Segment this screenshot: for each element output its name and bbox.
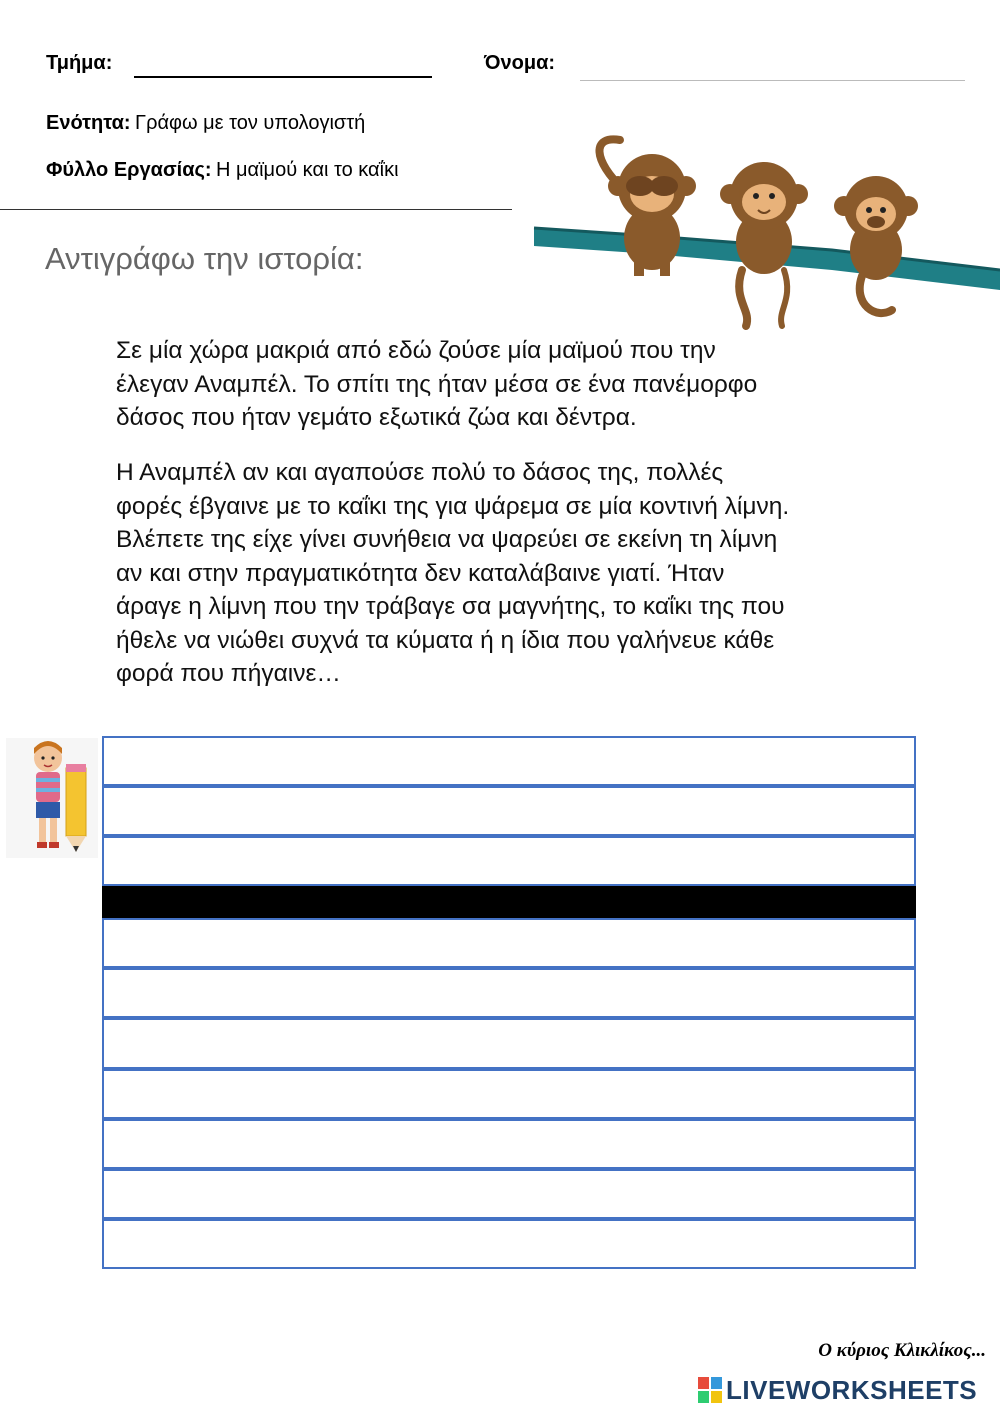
liveworksheets-brand[interactable] xyxy=(698,1376,977,1404)
story-line: άραγε η λίμνη που την τράβαγε σα μαγνήτης, το καΐκι της που xyxy=(116,593,785,620)
name-input-line[interactable] xyxy=(580,80,965,81)
writing-line[interactable] xyxy=(102,918,916,968)
sheet-row xyxy=(46,159,399,182)
unit-value: Γράφω με τον υπολογιστή xyxy=(135,112,366,134)
writing-area xyxy=(102,736,916,1269)
writing-line[interactable] xyxy=(102,1018,916,1069)
boy-with-pencil-illustration xyxy=(6,738,98,858)
sheet-label: Φύλλο Εργασίας: xyxy=(46,159,212,181)
story-line: ήθελε να νιώθει συχνά τα κύματα ή η ίδια που γαλήνευε κάθε xyxy=(116,626,775,654)
header-divider xyxy=(0,209,512,210)
story-line: φορά που πήγαινε… xyxy=(116,660,341,687)
sheet-value: Η μαϊμού και το καΐκι xyxy=(216,159,399,181)
unit-row xyxy=(46,112,365,135)
story-heading: Αντιγράφω την ιστορία: xyxy=(45,241,364,276)
story-line: Η Αναμπέλ αν και αγαπούσε πολύ το δάσος της, πολλές xyxy=(116,459,724,486)
class-input-line[interactable] xyxy=(134,76,432,78)
liveworksheets-logo-icon xyxy=(698,1377,722,1403)
writing-line[interactable] xyxy=(102,968,916,1018)
author-signature: Ο κύριος Κλικλίκος... xyxy=(818,1340,986,1361)
story-line: αν και στην πραγματικότητα δεν καταλάβαινε γιατί. Ήταν xyxy=(116,559,725,587)
brand-text: LIVEWORKSHEETS xyxy=(726,1374,978,1405)
unit-label: Ενότητα: xyxy=(46,112,131,134)
story-paragraph-1 xyxy=(116,334,916,435)
story-line: Βλέπετε της είχε γίνει συνήθεια να ψαρεύει σε εκείνη τη λίμνη xyxy=(116,526,778,553)
story-line: φορές έβγαινε με το καΐκι της για ψάρεμα σε μία κοντινή λίμνη. xyxy=(116,492,790,520)
writing-line[interactable] xyxy=(102,736,916,786)
story-paragraph-2 xyxy=(116,456,916,691)
story-line: Σε μία χώρα μακριά από εδώ ζούσε μία μαϊμού που την xyxy=(116,337,716,364)
story-line: δάσος που ήταν γεμάτο εξωτικά ζώα και δέντρα. xyxy=(116,404,637,431)
writing-line[interactable] xyxy=(102,1119,916,1169)
name-label: Όνομα: xyxy=(484,52,556,74)
writing-line[interactable] xyxy=(102,786,916,836)
writing-line[interactable] xyxy=(102,1169,916,1219)
writing-line[interactable] xyxy=(102,1069,916,1119)
writing-line[interactable] xyxy=(102,836,916,886)
writing-line[interactable] xyxy=(102,1219,916,1269)
monkeys-on-branch-illustration xyxy=(532,130,1000,335)
writing-line-black[interactable] xyxy=(102,886,916,918)
story-line: έλεγαν Αναμπέλ. Το σπίτι της ήταν μέσα σε ένα πανέμορφο xyxy=(116,370,758,398)
class-label: Τμήμα: xyxy=(46,52,113,74)
